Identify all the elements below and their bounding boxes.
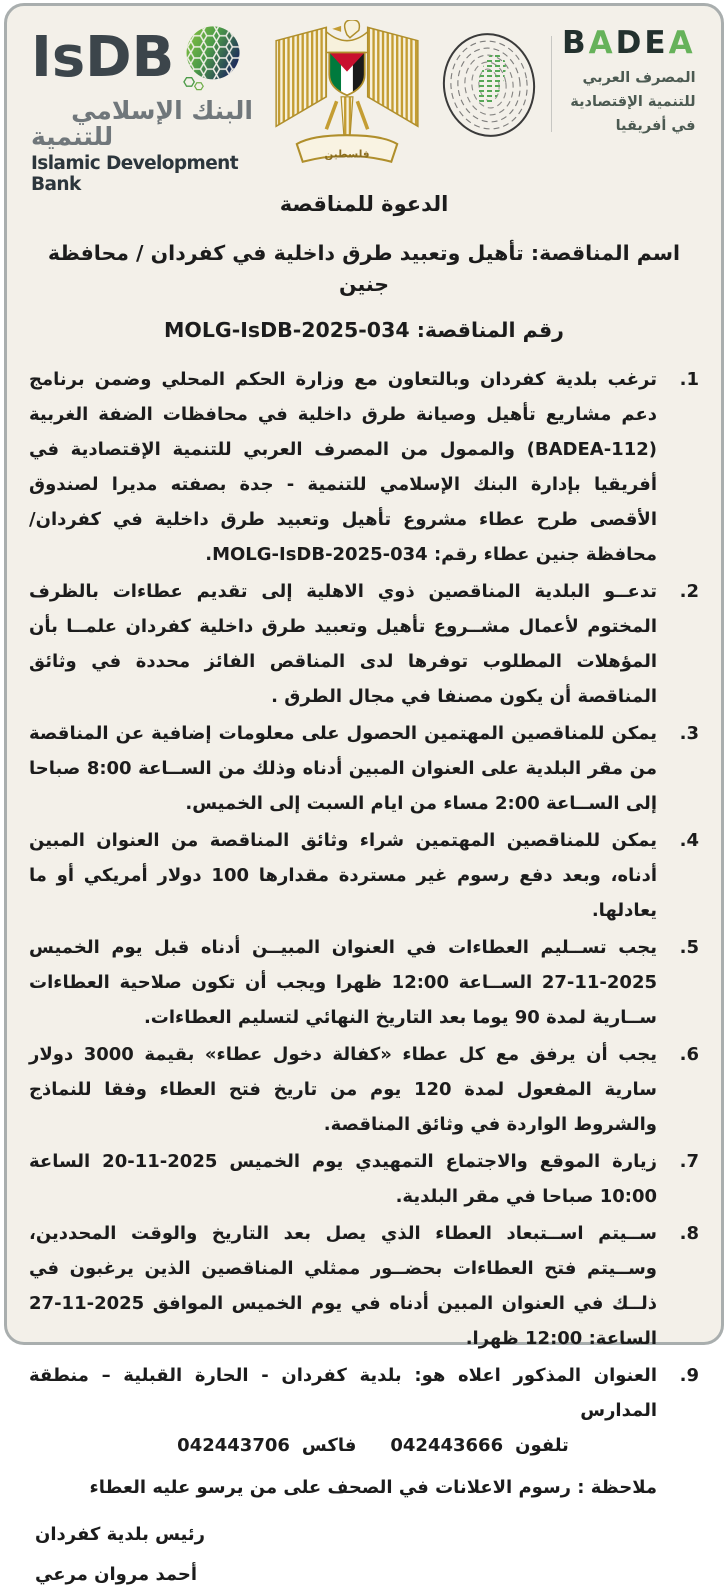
item-number: 9. xyxy=(679,1364,699,1386)
list-item-1 xyxy=(29,362,699,572)
isdb-english-name: Islamic Development Bank xyxy=(31,152,238,195)
isdb-arabic-name-line2: للتنمية xyxy=(31,122,114,152)
item-text: العنوان المذكور اعلاه هو: بلدية كفردان - الحارة القبلية – منطقة المدارس xyxy=(29,1364,657,1421)
phone-label: تلفون xyxy=(515,1434,569,1456)
badea-divider xyxy=(551,36,552,132)
tender-number-line: رقم المناقصة: MOLG-IsDB-2025-034 xyxy=(164,317,564,342)
isdb-logo-top xyxy=(31,20,245,96)
phone-number: 042443666 xyxy=(390,1434,504,1456)
item-number: 5. xyxy=(679,936,699,958)
list-item-4 xyxy=(29,823,699,928)
item-number: 3. xyxy=(679,722,699,744)
list-item-5 xyxy=(29,930,699,1035)
item-text: ترغب بلدية كفردان وبالتعاون مع وزارة الحكم المحلي وضمن برنامج دعم مشاريع تأهيل وصيانة طرق داخلية في محافظات الضفة الغربية (BADEA-112) والممول من المصرف العربي للتنمية الإقتصادية في أفريقيا بإدارة البنك الإسلامي للتنمية - جدة بصفته مديرا لصندوق الأقصى طرح عطاء مشروع تأهيل وتعبيد طرق داخلية في كفردان/ محافظة جنين عطاء رقم: MOLG-IsDB-2025-034. xyxy=(29,368,657,565)
isdb-logo xyxy=(31,20,253,195)
item-text: زيارة الموقع والاجتماع التمهيدي يوم الخميس 2025-11-20 الساعة 10:00 صباحا في مقر البلدية. xyxy=(29,1150,657,1207)
badea-logo xyxy=(441,25,697,142)
item-number: 8. xyxy=(679,1222,699,1244)
list-item-2 xyxy=(29,574,699,714)
list-item-8 xyxy=(29,1216,699,1356)
badea-text-column xyxy=(562,25,696,139)
signature-title: رئيس بلدية كفردان xyxy=(35,1523,206,1545)
item-number: 1. xyxy=(679,368,699,390)
palestine-eagle-icon xyxy=(273,20,421,178)
logos-header xyxy=(29,16,699,195)
item-text: يجب تســليم العطاءات في العنوان المبيــن أدناه قبل يوم الخميس 2025-11-27 الســاعة 12:00 ظهرا ويجب أن تكون صلاحية العطاءات ســارية لمدة 90 يوما بعد التاريخ النهائي لتسليم العطاءات. xyxy=(29,936,658,1028)
signature-name: أحمد مروان مرعي xyxy=(35,1563,198,1585)
isdb-wordmark: IsDB xyxy=(31,25,175,90)
badea-wordmark: BADEA xyxy=(562,25,696,61)
badea-arabic-name: المصرف العربي للتنمية الإقتصادية في أفريقيا xyxy=(570,70,696,134)
fax-number: 042443706 xyxy=(177,1434,290,1456)
item-number: 4. xyxy=(679,829,699,851)
item-text: ســيتم اســتبعاد العطاء الذي يصل بعد التاريخ والوقت المحددين، وســيتم فتح العطاءات بحضــور ممثلي المناقصين الذين يرغبون في ذلــك في العنوان المبين أدناه في يوم الخميس الموافق 2025-11-27 الساعة: 12:00 ظهرا. xyxy=(29,1222,657,1349)
list-item-3 xyxy=(29,716,699,821)
list-item-7 xyxy=(29,1144,699,1214)
isdb-arabic-name-line1: البنك الإسلامي xyxy=(71,96,253,125)
isdb-globe-icon xyxy=(178,20,245,96)
item-text: يجب أن يرفق مع كل عطاء «كفالة دخول عطاء» بقيمة 3000 دولار سارية المفعول لمدة 120 يوم من تاريخ فتح العطاء وفقا للنماذج والشروط الواردة في وثائق المناقصة. xyxy=(29,1043,657,1135)
item-text: يمكن للمناقصين المهتمين الحصول على معلومات إضافية عن المناقصة من مقر البلدية على العنوان المبين أدناه وذلك من الســاعة 8:00 صباحا إلى الســاعة 2:00 مساء من ايام السبت إلى الخميس. xyxy=(29,722,657,814)
badea-fingerprint-globe-icon xyxy=(441,28,541,142)
tender-conditions-list xyxy=(29,362,699,1463)
note-line: ملاحظة : رسوم الاعلانات في الصحف على من يرسو عليه العطاء xyxy=(89,1476,657,1498)
tender-name-line: اسم المناقصة: تأهيل وتعبيد طرق داخلية في كفردان / محافظة جنين xyxy=(47,241,681,296)
fax-label: فاكس xyxy=(301,1434,357,1456)
item-text: يمكن للمناقصين المهتمين شراء وثائق المناقصة من العنوان المبين أدناه، وبعد دفع رسوم غير مستردة مقدارها 100 دولار أمريكي أو ما يعادلها. xyxy=(29,829,657,921)
contact-line xyxy=(29,1428,657,1463)
list-item-9 xyxy=(29,1358,699,1463)
signature-block xyxy=(29,1515,699,1595)
item-text: تدعــو البلدية المناقصين ذوي الاهلية إلى تقديم عطاءات بالظرف المختوم لأعمال مشــروع تأهيل وتعبيد طرق داخلية كفردان علمــا بأن المؤهلات المطلوب توفرها لدى المناقص الفائز محددة في وثائق المناقصة أن يكون مصنفا في مجال الطرق . xyxy=(29,580,657,707)
tender-announcement-page xyxy=(4,3,724,1585)
document-title: الدعوة للمناقصة xyxy=(279,192,449,216)
item-number: 7. xyxy=(679,1150,699,1172)
list-item-6 xyxy=(29,1037,699,1142)
emblem-scroll-text: فلسطين xyxy=(324,148,370,161)
item-number: 2. xyxy=(679,580,699,602)
palestine-emblem xyxy=(272,20,422,178)
item-number: 6. xyxy=(679,1043,699,1065)
